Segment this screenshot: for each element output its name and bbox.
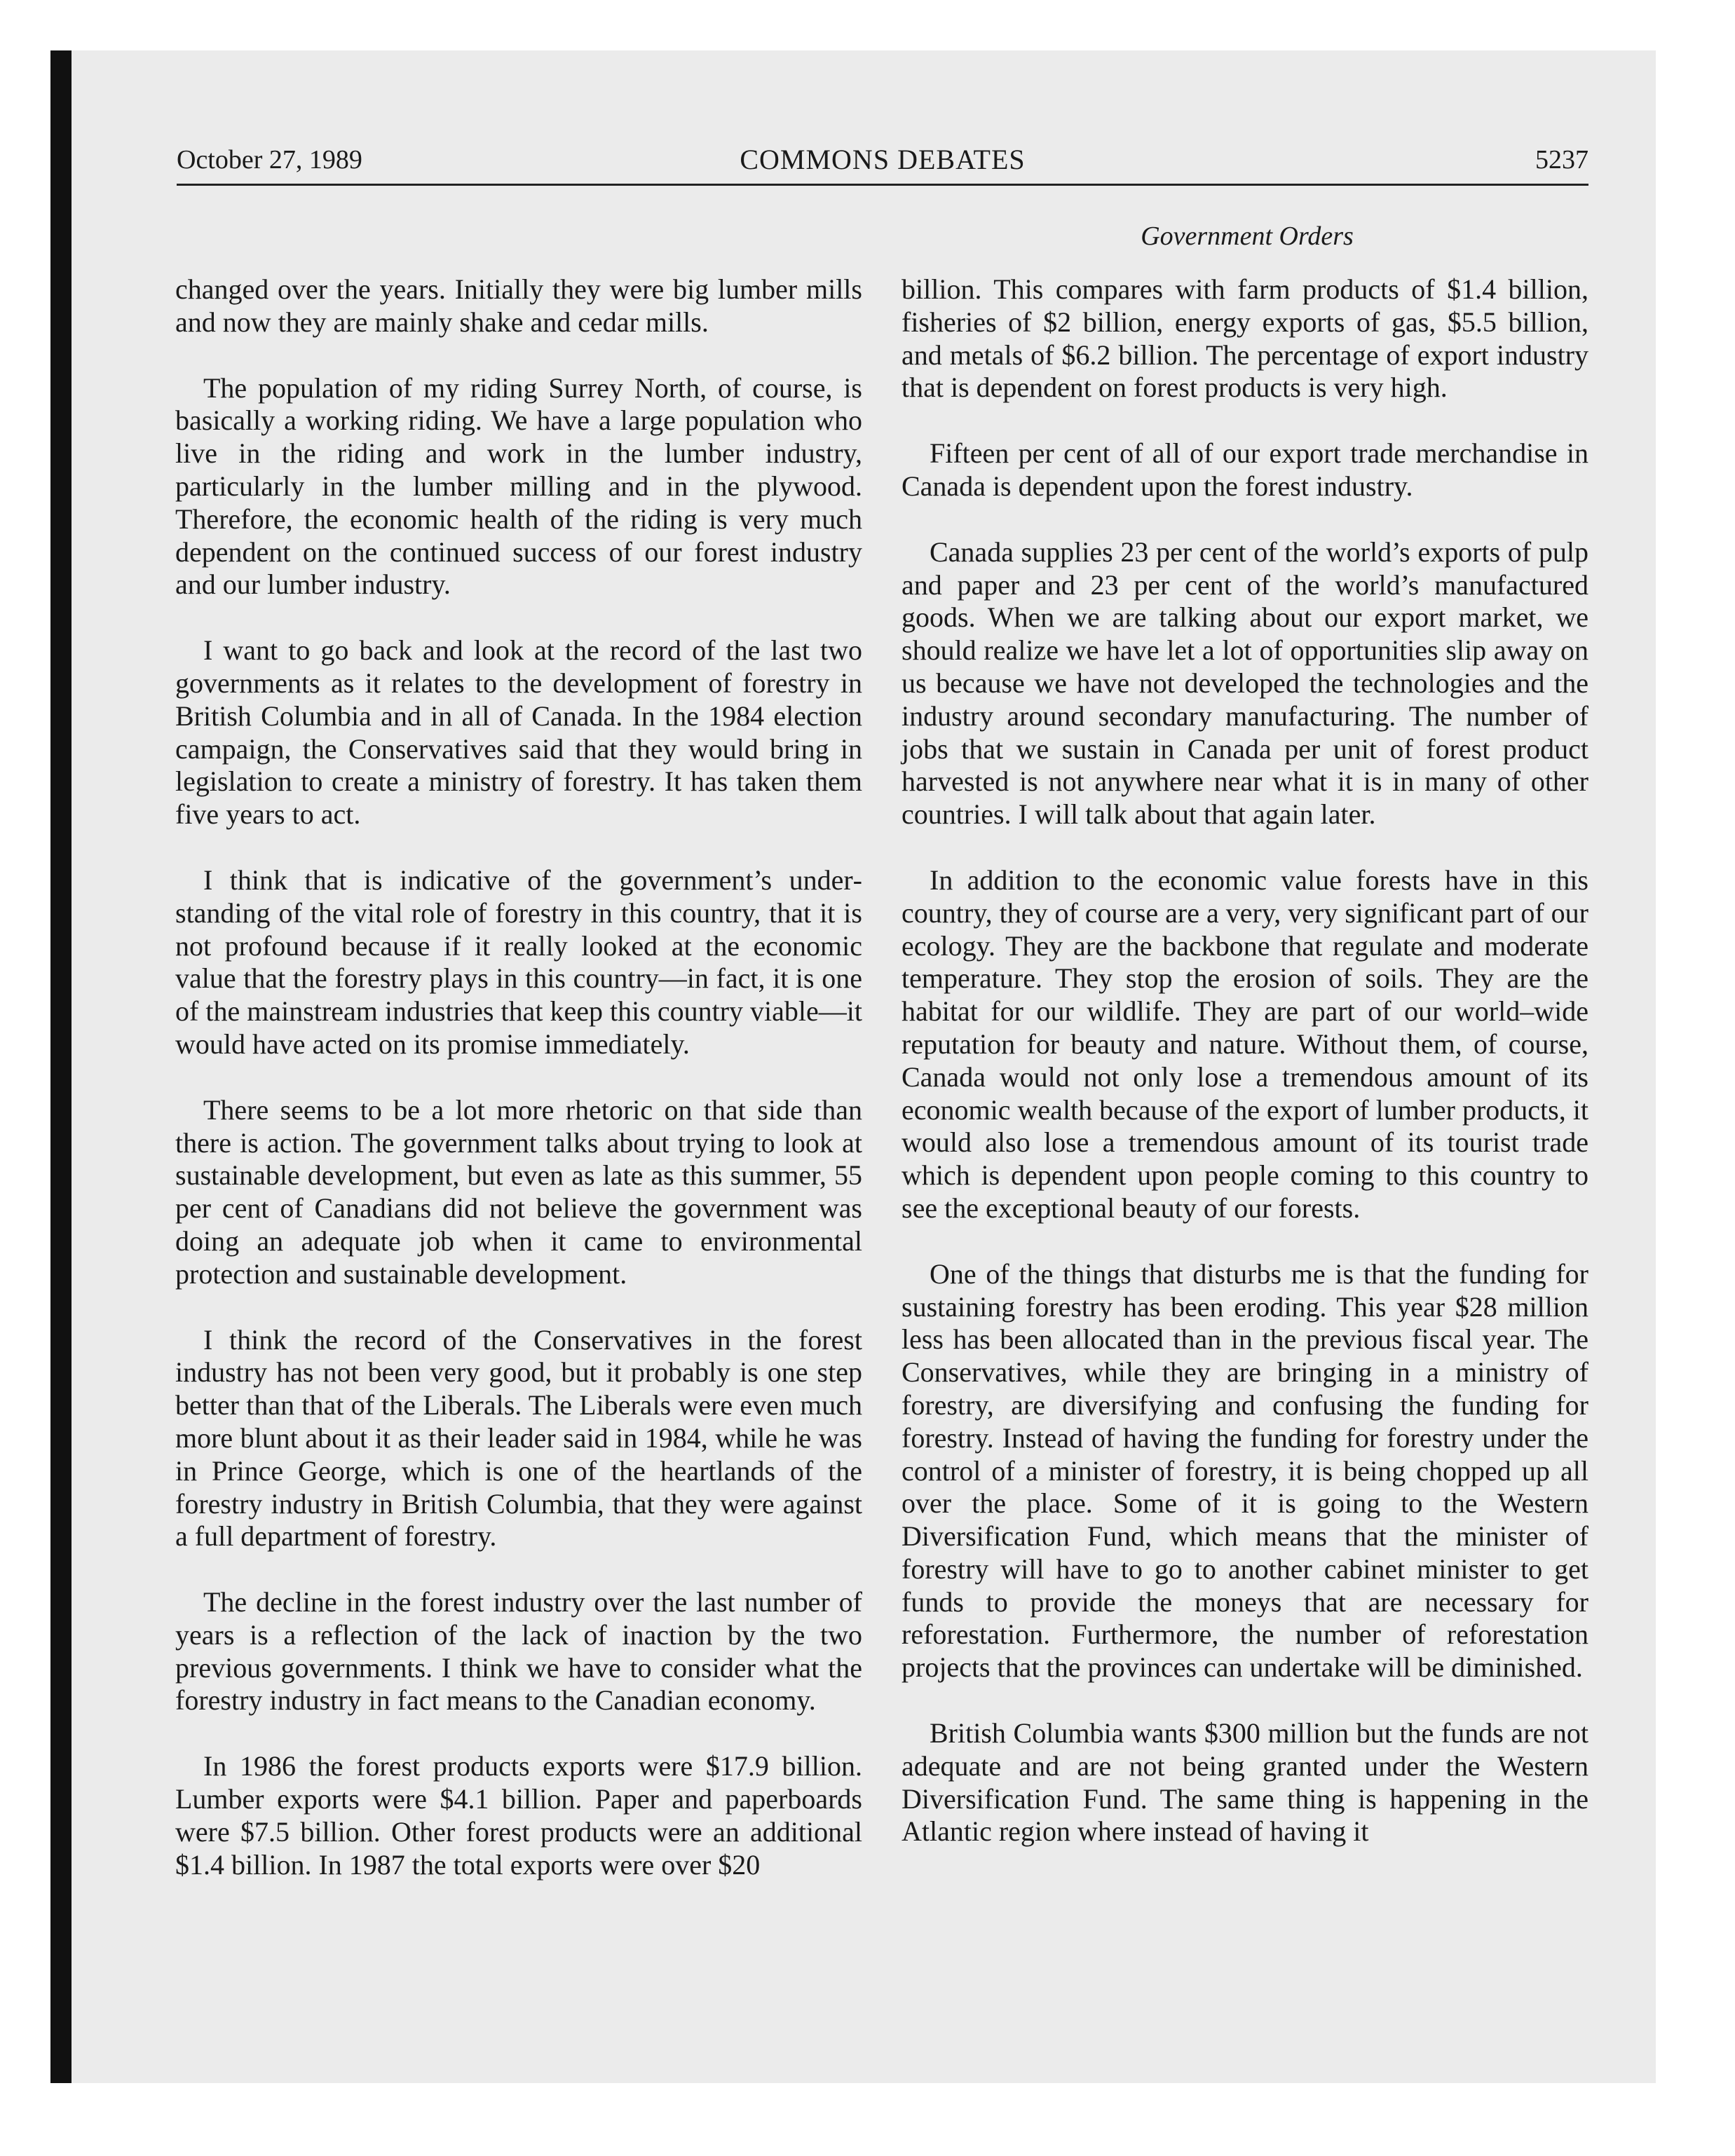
- paragraph: billion. This compares with farm products of $1.4 billion, fisheries of $2 billion, energy exports of gas, $5.5 billion, and metals of $6.2 billion. The percentage of export industry that is dependent on forest products is very high.: [901, 273, 1588, 404]
- header-page-number: 5237: [1535, 145, 1588, 175]
- header-date: October 27, 1989: [177, 145, 362, 175]
- header-title: COMMONS DEBATES: [740, 144, 1026, 175]
- paragraph: I think the record of the Conservatives in the forest industry has not been very good, but it probably is one step better than that of the Liberals. The Liberals were even much more blunt about it as their leader said in 1984, while he was in Prince George, which is one of the heartlands of the forestry industry in British Columbia, that they were against a full department of forestry.: [175, 1323, 862, 1553]
- paragraph: The decline in the forest industry over the last number of years is a reflection of the lack of inaction by the two previous governments. I think we have to consider what the forestry industry in fact means to the Canadian economy.: [175, 1586, 862, 1717]
- paragraph: I think that is indicative of the government’s understanding of the vital role of forestry in this country, that it is not profound because if it really looked at the economic value that the forestry plays in this country—in fact, it is one of the mainstream industries that keep this country viable—it would have acted on its promise immediately.: [175, 864, 862, 1060]
- page-header: [177, 139, 1588, 181]
- paragraph: There seems to be a lot more rhetoric on that side than there is action. The government talks about trying to look at sustainable development, but even as late as this summer, 55 per cent of Canadians did not believe the government was doing an adequate job when it came to environmental protection and sustainable development.: [175, 1093, 862, 1290]
- section-label: Government Orders: [1141, 221, 1354, 251]
- paragraph: Fifteen per cent of all of our export trade merchandise in Canada is dependent upon the forest industry.: [901, 437, 1588, 502]
- paragraph: In addition to the economic value forests have in this country, they of course are a very, very significant part of our ecology. They are the backbone that regulate and moderate temperature. They stop the erosion of soils. They are the habitat for our wildlife. They are part of our world–wide reputation for beauty and nature. Without them, of course, Canada would not only lose a tremendous amount of its economic wealth because of the export of lumber products, it would also lose a tremendous amount of its tourist trade which is dependent upon people coming to this country to see the exceptional beauty of our forests.: [901, 864, 1588, 1224]
- paragraph: In 1986 the forest products exports were $17.9 billion. Lumber exports were $4.1 billion. Paper and paperboards were $7.5 billion. Other forest products were an additional $1.4 billion. In 1987 the total exports were over $20: [175, 1750, 862, 1881]
- left-column: [175, 273, 862, 1881]
- paragraph: changed over the years. Initially they were big lumber mills and now they are mainly shake and cedar mills.: [175, 273, 862, 338]
- paragraph: British Columbia wants $300 million but the funds are not adequate and are not being granted under the Western Diversification Fund. The same thing is happening in the Atlantic region where instead of having it: [901, 1717, 1588, 1848]
- binding-edge: [50, 50, 72, 2083]
- paragraph: Canada supplies 23 per cent of the world’s exports of pulp and paper and 23 per cent of the world’s manufactured goods. When we are talking about our export market, we should realize we have let a lot of opportunities slip away on us because we have not developed the technologies and the industry around secondary manufacturing. The number of jobs that we sustain in Canada per unit of forest product harvested is not anywhere near what it is in many of other countries. I will talk about that again later.: [901, 535, 1588, 831]
- paragraph: I want to go back and look at the record of the last two governments as it relates to the development of forestry in British Columbia and in all of Canada. In the 1984 election campaign, the Conservatives said that they would bring in legislation to create a ministry of forestry. It has taken them five years to act.: [175, 634, 862, 831]
- paragraph: One of the things that disturbs me is that the funding for sustaining forestry has been eroding. This year $28 million less has been allocated than in the previous fiscal year. The Conservatives, while they are bringing in a ministry of forestry, are diversifying and confusing the funding for forestry. Instead of having the funding for forestry under the control of a minister of forestry, it is being chopped up all over the place. Some of it is going to the Western Diversification Fund, which means that the minister of forestry will have to go to another cabinet minister to get funds to provide the moneys that are necessary for reforestation. Furthermore, the number of reforestation projects that the provinces can undertake will be diminished.: [901, 1257, 1588, 1684]
- right-column: [901, 273, 1588, 1848]
- paragraph: The population of my riding Surrey North, of course, is basically a working riding. We have a large population who live in the riding and work in the lumber industry, particularly in the lumber milling and in the plywood. Therefore, the economic health of the riding is very much dependent on the continued success of our forest industry and our lumber industry.: [175, 371, 862, 601]
- header-rule: [177, 184, 1588, 186]
